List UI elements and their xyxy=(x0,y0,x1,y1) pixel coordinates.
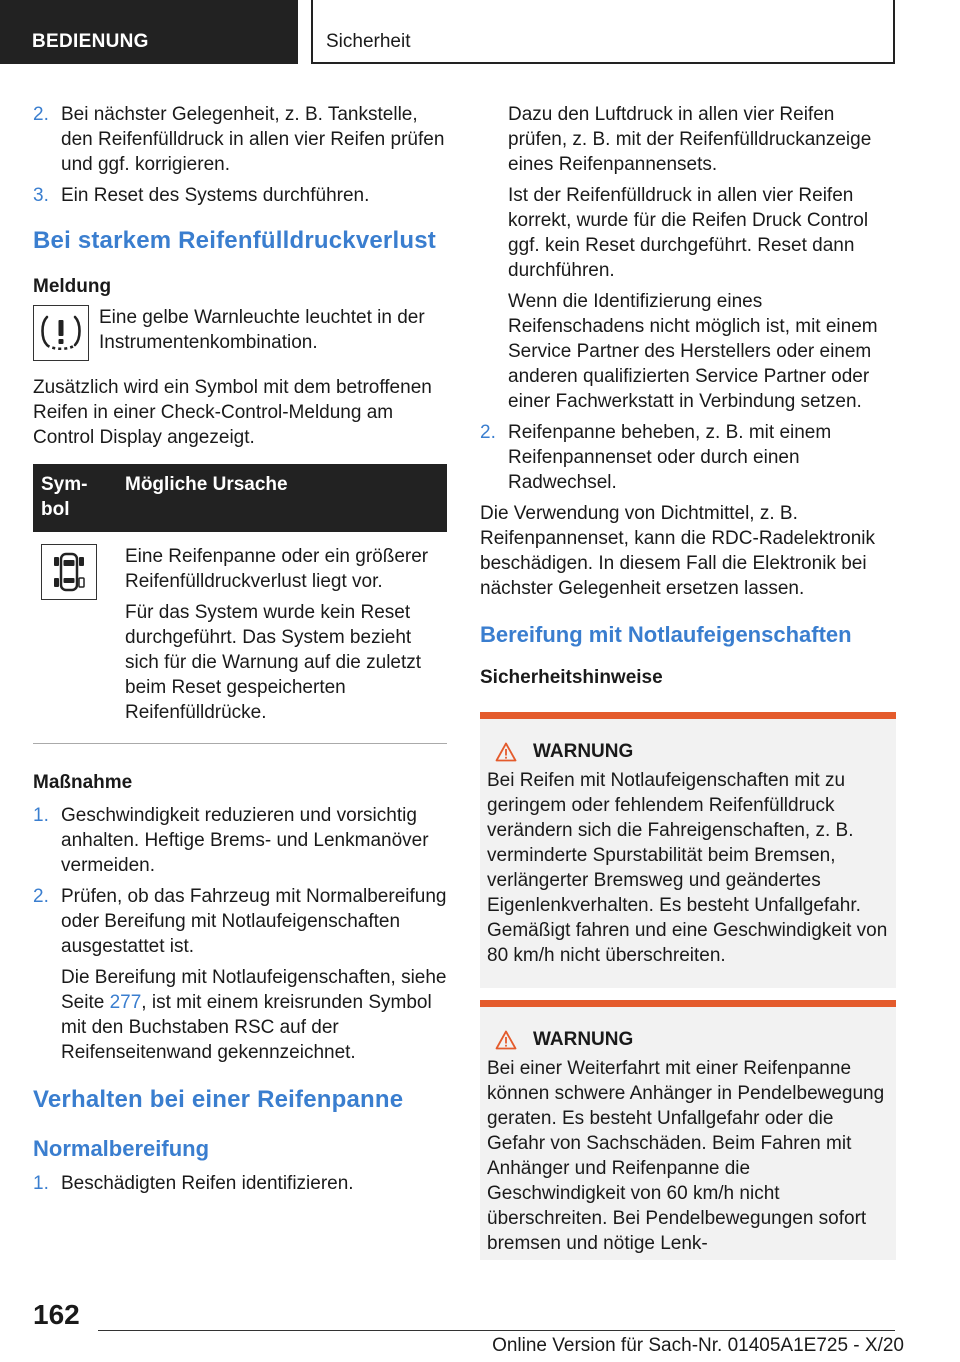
cause-text: Eine Reifenpanne oder ein größerer Reifenfülldruckverlust liegt vor. xyxy=(125,546,429,592)
heading-run-flat: Bereifung mit Notlaufeigenschaften xyxy=(480,622,852,647)
step-text: Wenn die Identifizierung eines Reifenschadens nicht möglich ist, mit einem Service Partner des Herstellers oder einem anderen qualifizierten Service Partner oder einer Fachwerkstatt in Verbindung setzen. xyxy=(508,291,878,412)
list-item xyxy=(33,183,447,208)
message-label: Meldung xyxy=(33,276,112,297)
list-item xyxy=(33,884,447,1065)
table-row xyxy=(33,532,447,744)
step-text: Prüfen, ob das Fahrzeug mit Normalbereifung oder Bereifung mit Notlaufeigenschaften ausgestattet ist. xyxy=(61,886,447,957)
footer-divider xyxy=(98,1330,895,1331)
section-tab: BEDIENUNG xyxy=(0,0,298,64)
list-item xyxy=(33,803,447,878)
step-number: 1. xyxy=(33,805,49,826)
sealant-info: Die Verwendung von Dichtmittel, z. B. Reifenpannenset, kann die RDC-Radelektronik beschädigen. In diesem Fall die Elektronik bei nächster Gelegenheit ersetzen lassen. xyxy=(480,503,876,599)
warning-title: WARNUNG xyxy=(487,1027,888,1052)
cause-text: Für das System wurde kein Reset durchgeführt. Das System bezieht sich für die Warnung auf die zuletzt beim Reset gespeicherten Reifenfülldrücke. xyxy=(125,602,422,723)
warning-text: Bei Reifen mit Notlaufeigenschaften mit zu geringem oder fehlendem Reifenfülldruck verändern sich die Fahreigenschaften, z. B. verminderte Spurstabilität beim Bremsen, verlängerter Bremsweg und geändertes Eigenlenkverhalten. Es besteht Unfallgefahr. Gemäßigt fahren und eine Geschwindigkeit von 80 km/h nicht überschreiten. xyxy=(487,770,888,966)
step-number: 2. xyxy=(33,104,49,125)
car-flat-tire-icon xyxy=(41,544,97,600)
heading-tire-pressure-loss: Bei starkem Reifenfülldruckverlust xyxy=(33,227,436,254)
step-text: Reifenpanne beheben, z. B. mit einem Reifenpannenset oder durch einen Radwechsel. xyxy=(508,422,832,493)
step-number: 3. xyxy=(33,185,49,206)
step-number: 2. xyxy=(33,886,49,907)
step-text: Bei nächster Gelegenheit, z. B. Tankstelle, den Reifenfülldruck in allen vier Reifen prüfen und ggf. korrigieren. xyxy=(61,104,445,175)
warning-text: Bei einer Weiterfahrt mit einer Reifenpanne können schwere Anhänger in Pendelbewegung geraten. Es besteht Unfallgefahr oder die Gefahr von Sachschäden. Beim Fahren mit Anhänger und Reifenpanne die Geschwindigkeit von 60 km/h nicht überschreiten. Bei Pendelbewegungen sofort bremsen und nötige Lenk- xyxy=(487,1058,885,1254)
list-item xyxy=(33,102,447,177)
step-text: Geschwindigkeit reduzieren und vorsichtig anhalten. Heftige Brems- und Lenkmanöver vermeiden. xyxy=(61,805,429,876)
warning-title: WARNUNG xyxy=(487,739,888,764)
list-item xyxy=(480,420,896,495)
table-cell-cause xyxy=(117,532,447,744)
step-text: Dazu den Luftdruck in allen vier Reifen prüfen, z. B. mit der Reifenfülldruckanzeige eines Reifenpannensets. xyxy=(508,104,872,175)
heading-flat-tire: Verhalten bei einer Reifenpanne xyxy=(33,1086,404,1113)
warning-box xyxy=(480,712,896,988)
step-text: Ein Reset des Systems durchführen. xyxy=(61,185,370,206)
safety-notes-label: Sicherheitshinweise xyxy=(480,667,663,688)
step-number: 1. xyxy=(33,1173,49,1194)
table-header-row xyxy=(33,464,447,532)
footer-text: Online Version für Sach-Nr. 01405A1E725 - X/20 xyxy=(492,1335,904,1356)
chapter-title: Sicherheit xyxy=(311,0,895,64)
message-text: Eine gelbe Warnleuchte leuchtet in der Instrumentenkombination. xyxy=(99,307,425,353)
page-number: 162 xyxy=(33,1299,80,1330)
symbol-table xyxy=(33,464,447,744)
list-item xyxy=(33,1171,447,1196)
right-column xyxy=(480,102,896,1260)
action-label: Maßnahme xyxy=(33,772,133,793)
left-column xyxy=(33,102,447,1202)
warning-box xyxy=(480,1000,896,1260)
table-header-symbol: Sym- bol xyxy=(33,464,117,532)
additional-info: Zusätzlich wird ein Symbol mit dem betroffenen Reifen in einer Check-Control-Meldung am Control Display angezeigt. xyxy=(33,377,432,448)
warning-triangle-icon xyxy=(495,1030,517,1050)
rsc-info: Die Bereifung mit Notlaufeigenschaften, siehe Seite 277, ist mit einem kreisrunden Symbol mit den Buchstaben RSC auf der Reifenseitenwand gekennzeichnet. xyxy=(61,967,447,1063)
table-header-cause: Mögliche Ursache xyxy=(117,464,447,532)
warning-triangle-icon xyxy=(495,742,517,762)
subheading-normal-tires: Normalbereifung xyxy=(33,1136,210,1161)
table-cell-symbol xyxy=(33,532,117,744)
list-item-continued xyxy=(480,102,896,414)
step-text: Beschädigten Reifen identifizieren. xyxy=(61,1173,354,1194)
page-link[interactable]: 277 xyxy=(109,992,142,1013)
step-text: Ist der Reifenfülldruck in allen vier Reifen korrekt, wurde für die Reifen Druck Control ggf. kein Reset durchgeführt. Reset dann durchführen. xyxy=(508,185,869,281)
step-number: 2. xyxy=(480,422,496,443)
tire-pressure-warning-icon xyxy=(33,305,89,361)
message-row xyxy=(33,305,447,361)
